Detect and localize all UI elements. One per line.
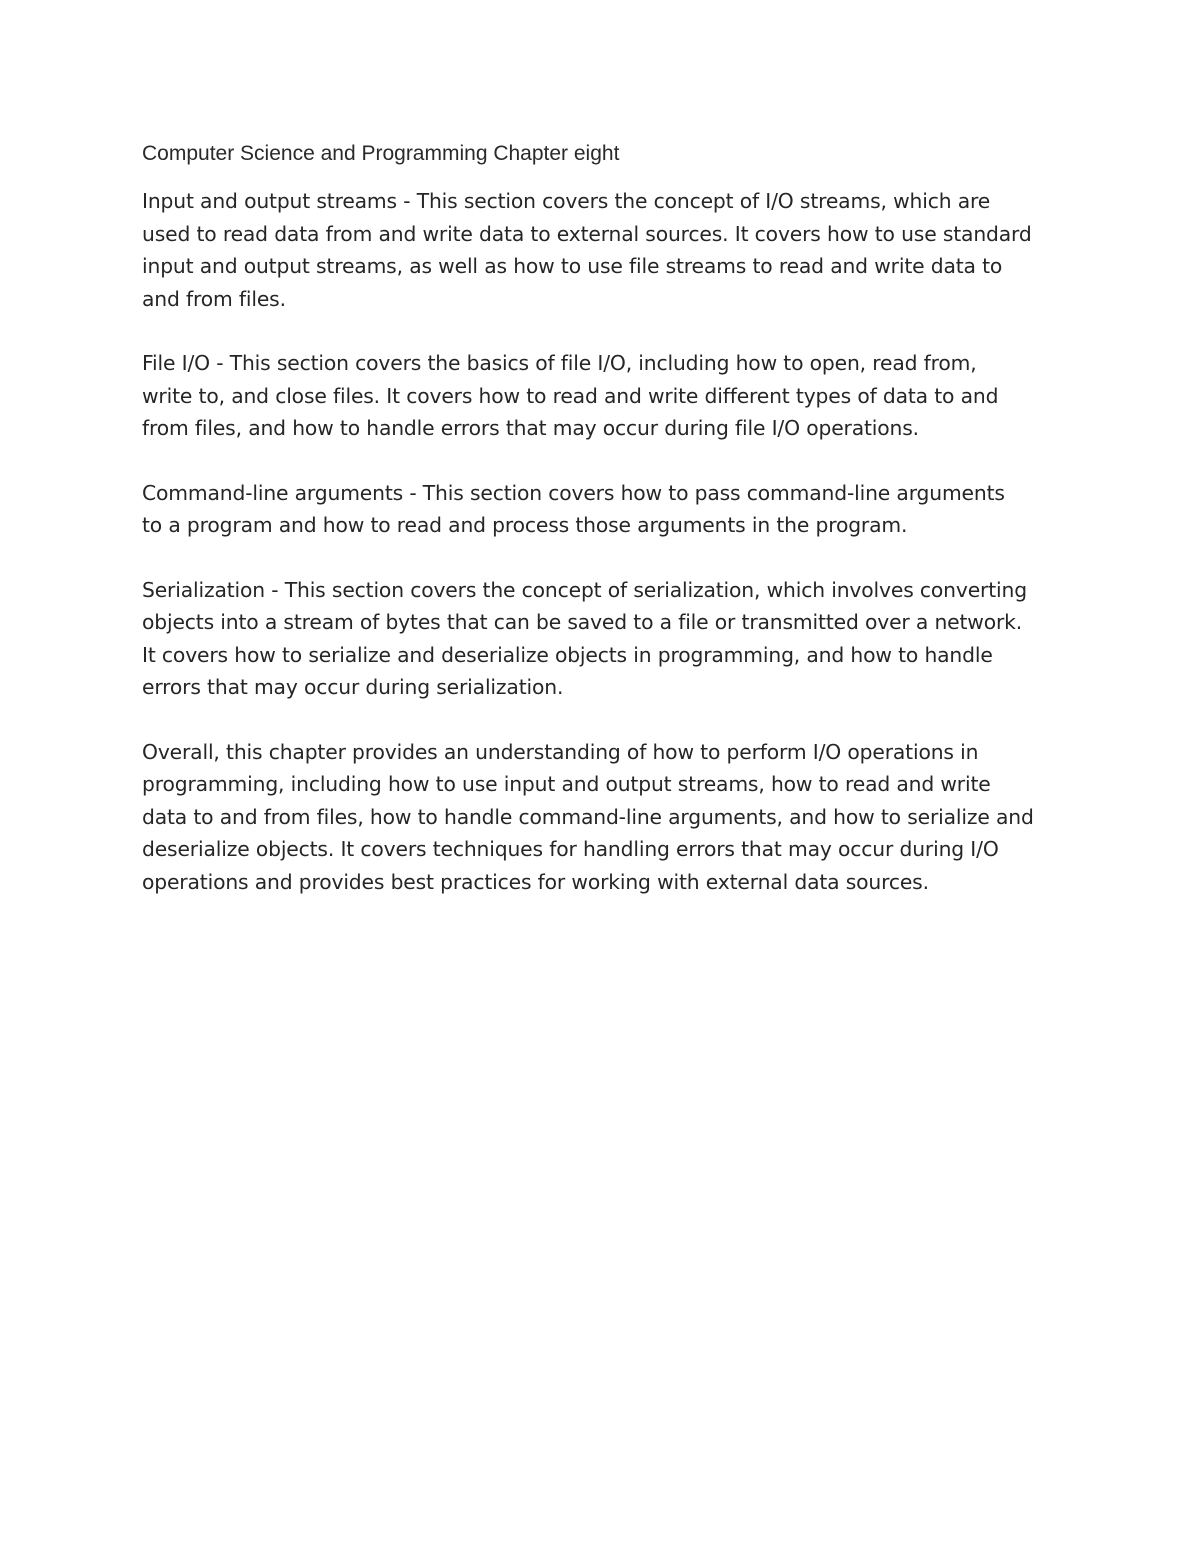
- paragraph-overall-summary: [142, 736, 1072, 899]
- text-line: Overall, this chapter provides an understanding of how to perform I/O operations in: [142, 739, 979, 764]
- text-line: objects into a stream of bytes that can be saved to a file or transmitted over a network.: [142, 610, 1023, 634]
- text-line: Input and output streams - This section covers the concept of I/O streams, which are: [142, 189, 991, 213]
- text-line: operations and provides best practices for working with external data sources.: [142, 869, 929, 894]
- paragraph-serialization: [142, 574, 1072, 704]
- paragraph-input-output-streams: [142, 185, 1072, 315]
- text-line: errors that may occur during serialization.: [142, 675, 564, 699]
- text-line: input and output streams, as well as how to use file streams to read and write data to: [142, 254, 1003, 278]
- text-line: It covers how to serialize and deserialize objects in programming, and how to handle: [142, 642, 993, 667]
- text-line: and from files.: [142, 286, 286, 311]
- text-line: Serialization - This section covers the concept of serialization, which involves converting: [142, 577, 1027, 602]
- paragraph-file-io: [142, 347, 1072, 445]
- text-line: from files, and how to handle errors that may occur during file I/O operations.: [142, 416, 919, 440]
- paragraph-command-line-arguments: [142, 477, 1072, 542]
- document-title: Computer Science and Programming Chapter eight: [142, 142, 620, 165]
- text-line: to a program and how to read and process those arguments in the program.: [142, 513, 908, 537]
- text-line: File I/O - This section covers the basics of file I/O, including how to open, read from,: [142, 351, 977, 375]
- text-line: data to and from files, how to handle command-line arguments, and how to serialize and: [142, 804, 1034, 829]
- document-body: [142, 140, 1072, 930]
- text-line: Command-line arguments - This section covers how to pass command-line arguments: [142, 480, 1005, 505]
- text-line: programming, including how to use input and output streams, how to read and write: [142, 772, 991, 796]
- text-line: write to, and close files. It covers how to read and write different types of data to and: [142, 383, 999, 408]
- text-line: deserialize objects. It covers techniques for handling errors that may occur during I/O: [142, 837, 999, 861]
- text-line: used to read data from and write data to external sources. It covers how to use standard: [142, 221, 1032, 246]
